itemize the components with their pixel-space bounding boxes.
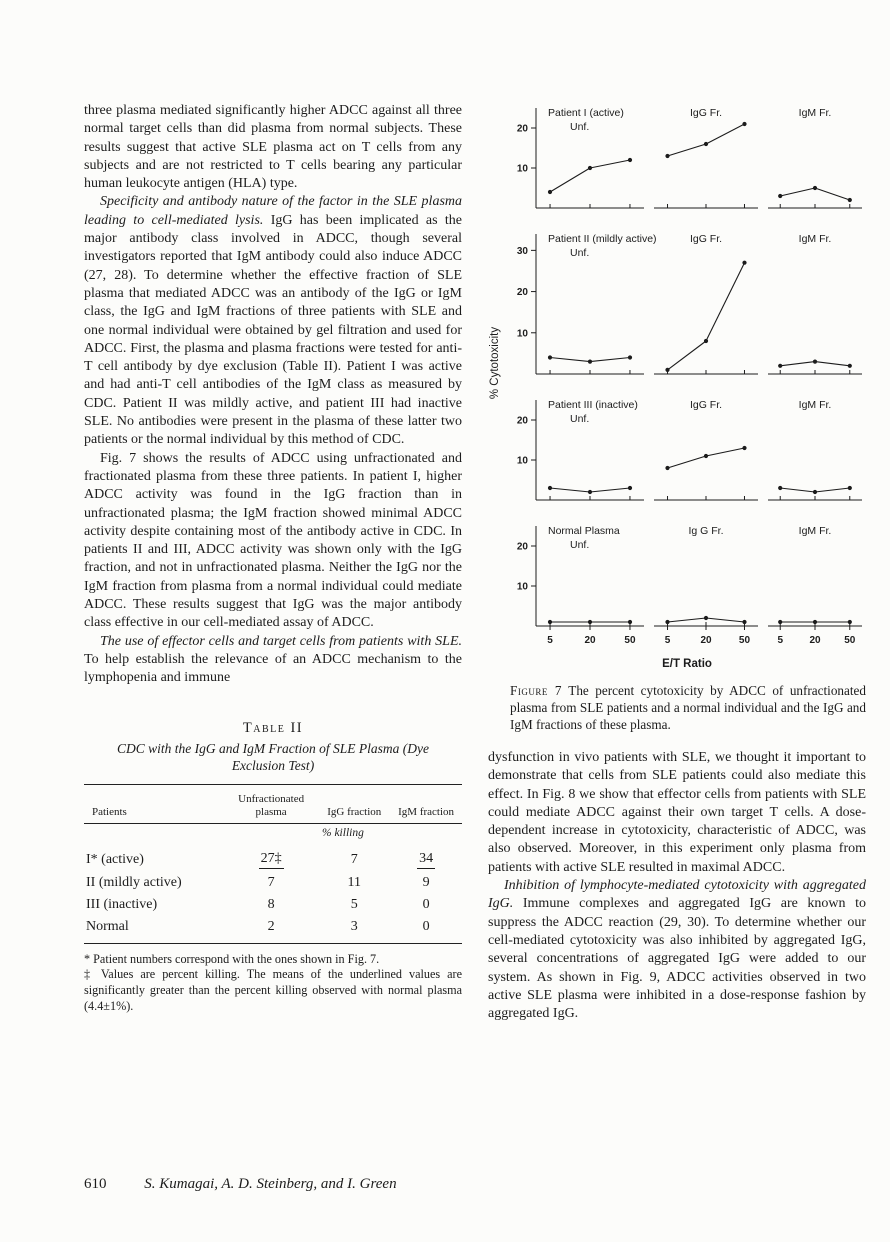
svg-text:20: 20: [584, 635, 596, 646]
svg-text:Unf.: Unf.: [570, 247, 590, 259]
figure7-y-axis-label: % Cytotoxicity: [489, 326, 501, 400]
cell-igm: 0: [390, 916, 462, 944]
col-header-igm-fraction: IgM fraction: [390, 784, 462, 823]
figure7-caption: [510, 682, 866, 733]
svg-text:IgM Fr.: IgM Fr.: [798, 399, 832, 411]
paragraph-lead: The use of effector cells and target cells from patients with SLE.: [100, 633, 462, 649]
cell-patient: II (mildly active): [86, 874, 182, 890]
svg-text:Normal Plasma: Normal Plasma: [548, 525, 620, 537]
paragraph-text: dysfunction in vivo patients with SLE, we thought it important to demonstrate that cells from SLE patients could also mediate this effect. In Fig. 8 we show that effector cells from patients with SLE could mediate ADCC against their own target T cells. A dose-dependent increase in cytotoxicity, characteristic of ADCC, was also observed. Moreover, in this experiment only plasma from patients with active SLE resulted in maximal ADCC.: [488, 750, 866, 875]
figure7-charts: [510, 102, 866, 656]
svg-text:IgM Fr.: IgM Fr.: [798, 233, 832, 245]
cell-patient: III (inactive): [86, 896, 158, 912]
svg-text:Ig G Fr.: Ig G Fr.: [688, 525, 724, 537]
cell-igm: [390, 843, 462, 872]
cell-igm: 9: [422, 874, 430, 890]
paragraph-lead: Specificity and antibody nature of the factor in the SLE plasma leading to cell-mediated lysis.: [84, 194, 462, 228]
table-row: [84, 843, 462, 872]
svg-text:Unf.: Unf.: [570, 121, 590, 133]
underlined-value: 27‡: [259, 851, 284, 869]
table-row: [84, 916, 462, 944]
cell-igg: 3: [318, 916, 390, 944]
footnote: ‡ Values are percent killing. The means of the underlined values are significantly greater than the percent killing observed with normal plasma (4.4±1%).: [84, 967, 462, 1013]
paragraph: [84, 450, 462, 633]
cell-igg: 11: [347, 874, 361, 890]
figure7-row-chart-4: [510, 520, 864, 656]
svg-text:Patient II (mildly active): Patient II (mildly active): [548, 233, 657, 245]
cell-igg: 7: [350, 851, 358, 867]
table2-caption: CDC with the IgG and IgM Fraction of SLE Plasma (Dye Exclusion Test): [117, 740, 429, 773]
paragraph-text: Immune complexes and aggregated IgG are known to suppress the ADCC reaction (29, 30). To determine whether our cell-mediated cytotoxicity was also inhibited by aggregated IgG, several concentrations of aggregated IgG were added to our system. As shown in Fig. 9, ADCC activities observed in two active SLE plasma were inhibited in a dose-response fashion by aggregated IgG.: [488, 896, 866, 1022]
svg-text:IgM Fr.: IgM Fr.: [798, 525, 832, 537]
svg-text:20: 20: [809, 635, 821, 646]
col-header-unfractionated-plasma: Unfractionated plasma: [224, 784, 319, 823]
svg-text:10: 10: [516, 328, 528, 340]
paragraph: [488, 749, 866, 877]
cell-patient: Normal: [84, 916, 224, 944]
svg-text:20: 20: [516, 287, 528, 299]
table2-footnotes: [84, 952, 462, 1015]
cell-unfractionated: 7: [267, 874, 275, 890]
paragraph: [84, 102, 462, 193]
svg-text:IgG Fr.: IgG Fr.: [689, 233, 723, 245]
figure7-row-chart-1: [510, 102, 864, 216]
svg-text:10: 10: [516, 455, 528, 467]
svg-text:20: 20: [516, 123, 528, 135]
table-row: [84, 872, 462, 894]
svg-text:IgG Fr.: IgG Fr.: [689, 399, 723, 411]
svg-text:50: 50: [624, 635, 636, 646]
svg-text:5: 5: [664, 635, 671, 646]
paragraph-text: IgG has been implicated as the major antibody class involved in ADCC, though several investigators reported that IgM antibody could also induce ADCC (27, 28). To determine whether the effective fraction of SLE plasma that mediated ADCC was an antibody of the IgG or IgM class, the IgG and IgM fractions of three patients with SLE and one normal individual were obtained by gel filtration and used for ADCC. First, the plasma and plasma fractions were tested for anti-T cell antibody by dye exclusion (Table II). Patient I was active and had anti-T cell antibodies of the IgM class as measured by CDC. Patient II was mildly active, and patient III had inactive SLE. No antibodies were present in the plasma of these latter two patients or the normal individual by this method of CDC.: [84, 212, 462, 448]
cell-igg: 5: [350, 896, 358, 912]
page-number: 610: [84, 1176, 107, 1192]
table2-grid: [84, 784, 462, 944]
svg-text:50: 50: [844, 635, 856, 646]
table2: [84, 720, 462, 1015]
col-header-igg-fraction: IgG fraction: [318, 784, 390, 823]
right-column-text: [488, 749, 866, 1023]
svg-text:Unf.: Unf.: [570, 539, 590, 551]
footnote: * Patient numbers correspond with the ones shown in Fig. 7.: [84, 951, 380, 966]
figure7-row-chart-2: [510, 228, 864, 382]
svg-text:20: 20: [516, 415, 528, 427]
paragraph-text: Fig. 7 shows the results of ADCC using unfractionated and fractionated plasma from these three patients. In patient I, higher ADCC activity was found in the IgG fraction than in unfractionated plasma; the IgM fraction showed minimal ADCC activity despite containing most of the antibody active in CDC. In patients II and III, ADCC activity was shown only with the IgG fraction, and not in unfractionated plasma. Neither the IgG nor the IgM fraction from plasma from a normal individual could mediate ADCC. These results suggest that IgG was the major antibody class effective in our cell-mediated assay of ADCC.: [84, 450, 462, 631]
svg-text:10: 10: [516, 581, 528, 593]
table-row: [84, 894, 462, 916]
paragraph-text: To help establish the relevance of an ADCC mechanism to the lymphopenia and immune: [84, 651, 462, 686]
cell-patient: I* (active): [86, 851, 144, 867]
svg-text:IgM Fr.: IgM Fr.: [798, 107, 832, 119]
page-footer: [84, 1176, 397, 1193]
svg-text:10: 10: [516, 163, 528, 175]
svg-text:Unf.: Unf.: [570, 413, 590, 425]
svg-text:Patient I (active): Patient I (active): [548, 107, 624, 119]
svg-text:IgG Fr.: IgG Fr.: [689, 107, 723, 119]
figure7-row-chart-3: [510, 394, 864, 508]
table2-title: Table II: [242, 719, 304, 736]
cell-unfractionated: [224, 843, 319, 872]
footer-authors: S. Kumagai, A. D. Steinberg, and I. Green: [144, 1176, 397, 1192]
cell-igm: 0: [422, 896, 430, 912]
figure7-x-axis-label: E/T Ratio: [662, 658, 712, 670]
svg-text:20: 20: [700, 635, 712, 646]
figure7-caption-text: The percent cytotoxicity by ADCC of unfractionated plasma from SLE patients and a normal individual and the IgG and IgM fractions of these plasma.: [510, 683, 866, 732]
svg-text:5: 5: [777, 635, 784, 646]
paragraph-lead: Inhibition of lymphocyte-mediated cytotoxicity with aggregated IgG.: [488, 878, 866, 912]
svg-text:Patient III (inactive): Patient III (inactive): [548, 399, 638, 411]
cell-unfractionated: 8: [267, 896, 275, 912]
figure7-caption-label: Figure 7: [510, 683, 562, 698]
figure7: [488, 102, 866, 733]
svg-text:5: 5: [547, 635, 553, 646]
svg-text:30: 30: [516, 245, 528, 257]
paragraph: [84, 633, 462, 688]
col-header-patients: Patients: [84, 784, 224, 823]
underlined-value: 34: [417, 851, 435, 869]
right-column: [488, 102, 866, 1023]
table2-subheader: % killing: [322, 826, 364, 839]
svg-text:20: 20: [516, 541, 528, 553]
paragraph: [84, 193, 462, 449]
svg-text:50: 50: [738, 635, 751, 646]
paragraph-text: three plasma mediated significantly higher ADCC against all three normal target cells than did plasma from normal subjects. These results suggest that active SLE plasma act on T cells from any subjects and are not restricted to T cells bearing any particular human leukocyte antigen (HLA) type.: [84, 103, 462, 192]
cell-unfractionated: 2: [224, 916, 319, 944]
two-column-layout: [84, 102, 866, 1023]
paragraph: [488, 877, 866, 1023]
left-column: [84, 102, 462, 1023]
